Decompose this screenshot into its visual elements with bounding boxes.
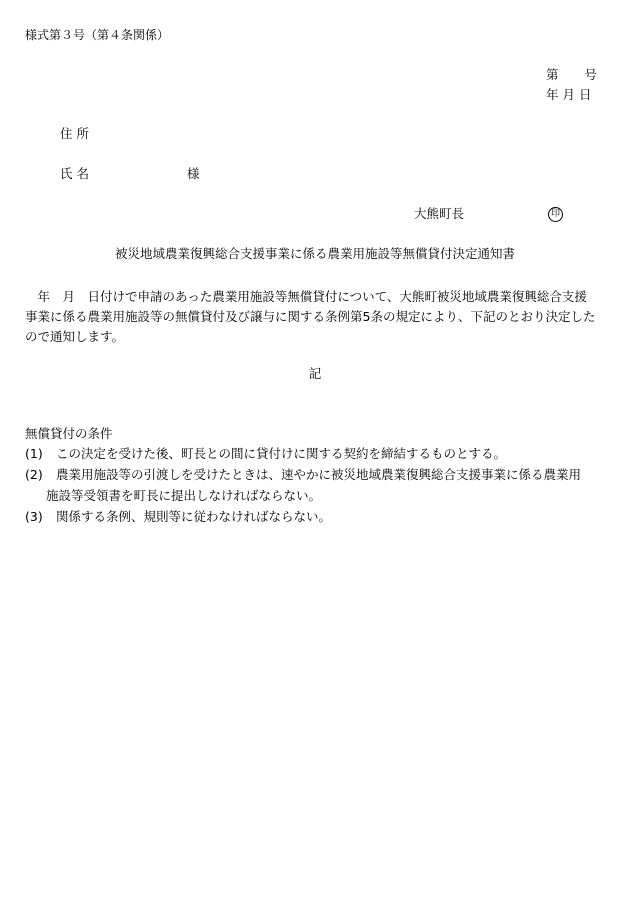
- conditions-list: [25, 443, 615, 527]
- issuer-name: 大熊町長: [414, 206, 465, 221]
- condition-item: [25, 506, 615, 527]
- ki-heading: 記: [308, 366, 322, 381]
- body-line: ので通知します。: [25, 329, 125, 344]
- document-number-line: 第 号: [546, 67, 598, 82]
- form-label: 様式第３号（第４条関係）: [25, 28, 170, 42]
- condition-number: (2): [25, 467, 43, 482]
- recipient-honorific: 様: [187, 166, 200, 181]
- document-date-line: 年 月 日: [546, 87, 592, 102]
- recipient-name-label: 氏 名: [60, 166, 89, 181]
- conditions-heading: 無償貸付の条件: [25, 426, 113, 441]
- recipient-address-label: 住 所: [60, 126, 89, 141]
- condition-number: (3): [25, 509, 43, 524]
- document-title: 被災地域農業復興総合支援事業に係る農業用施設等無償貸付決定通知書: [114, 246, 515, 261]
- condition-continuation: 施設等受領書を町長に提出しなければならない。: [46, 488, 322, 503]
- body-paragraph: [25, 287, 610, 347]
- condition-item: [25, 443, 615, 464]
- condition-text: 関係する条例、規則等に従わなければならない。: [56, 509, 332, 524]
- body-line: 年 月 日付けで申請のあった農業用施設等無償貸付について、大熊町被災地域農業復興総合支援: [25, 289, 587, 304]
- condition-text: この決定を受けた後、町長との間に貸付けに関する契約を締結するものとする。: [56, 446, 507, 461]
- condition-item: [25, 464, 615, 485]
- body-line: 事業に係る農業用施設等の無償貸付及び譲与に関する条例第5条の規定により、下記のとおり決定した: [25, 309, 596, 324]
- condition-text: 農業用施設等の引渡しを受けたときは、速やかに被災地域農業復興総合支援事業に係る農業用: [56, 467, 582, 482]
- seal-mark: 印: [548, 207, 563, 222]
- condition-number: (1): [25, 446, 43, 461]
